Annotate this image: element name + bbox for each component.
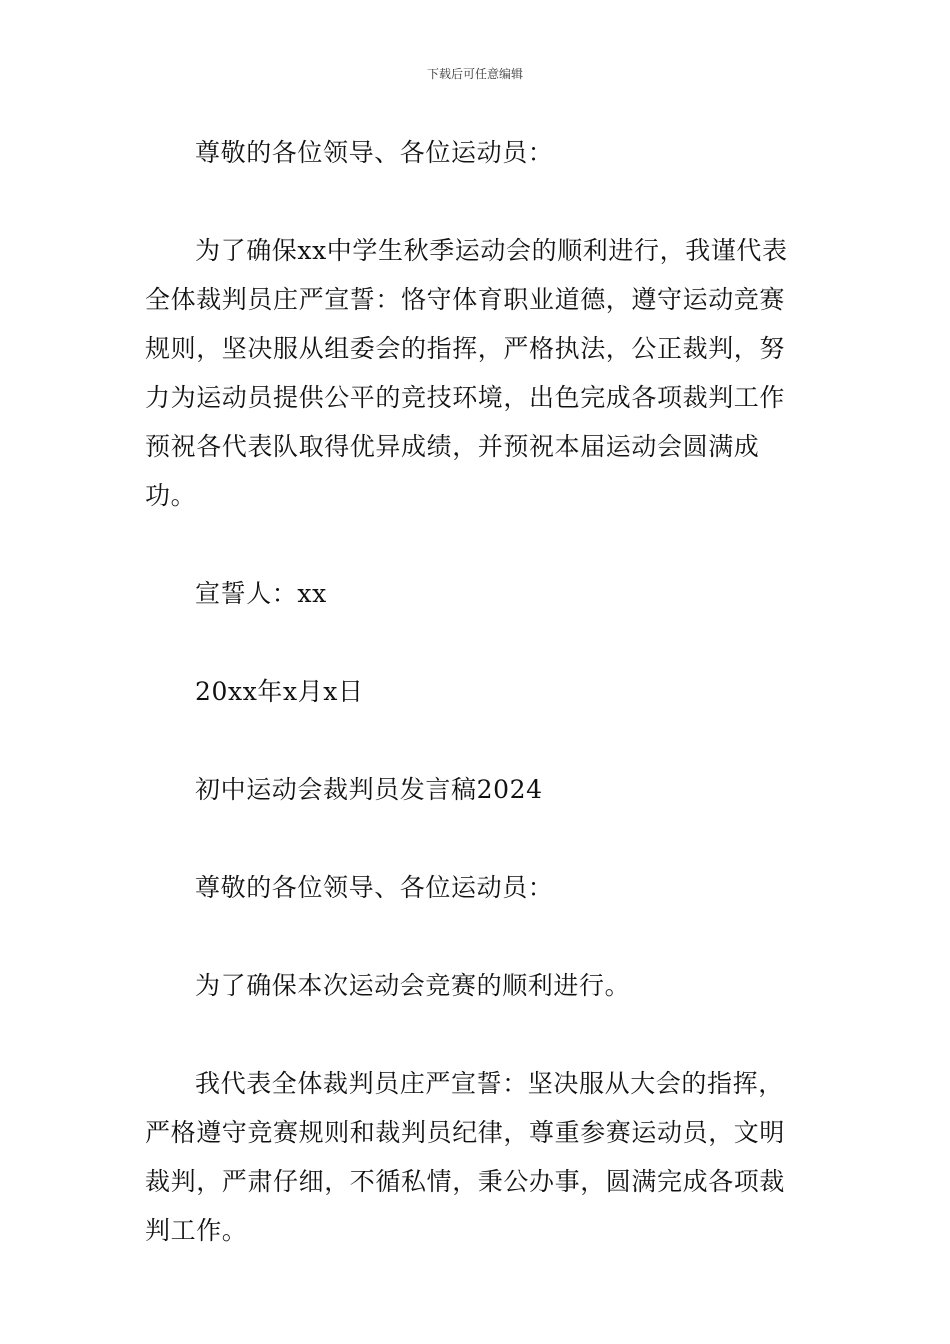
oath-paragraph-second: 我代表全体裁判员庄严宣誓：坚决服从大会的指挥，严格遵守竞赛规则和裁判员纪律，尊重参赛运动员，文明裁判，严肃仔细，不循私情，秉公办事，圆满完成各项裁判工作。	[145, 1069, 786, 1245]
oath-paragraph: 为了确保xx中学生秋季运动会的顺利进行，我谨代表全体裁判员庄严宣誓：恪守体育职业道德，遵守运动竞赛规则，坚决服从组委会的指挥，严格执法，公正裁判，努力为运动员提供公平的竞技环境，出色完成各项裁判工作预祝各代表队取得优异成绩，并预祝本届运动会圆满成功。	[145, 236, 788, 510]
salutation-second: 尊敬的各位领导、各位运动员：	[195, 873, 554, 902]
document-body	[145, 128, 807, 1255]
intro-sentence: 为了确保本次运动会竞赛的顺利进行。	[195, 971, 631, 1000]
section-title: 初中运动会裁判员发言稿2024	[195, 775, 543, 804]
salutation: 尊敬的各位领导、各位运动员：	[195, 138, 554, 167]
oath-signer: 宣誓人：xx	[195, 579, 327, 608]
page-header-note: 下载后可任意编辑	[426, 67, 523, 81]
oath-date: 20xx年x月x日	[195, 677, 364, 706]
